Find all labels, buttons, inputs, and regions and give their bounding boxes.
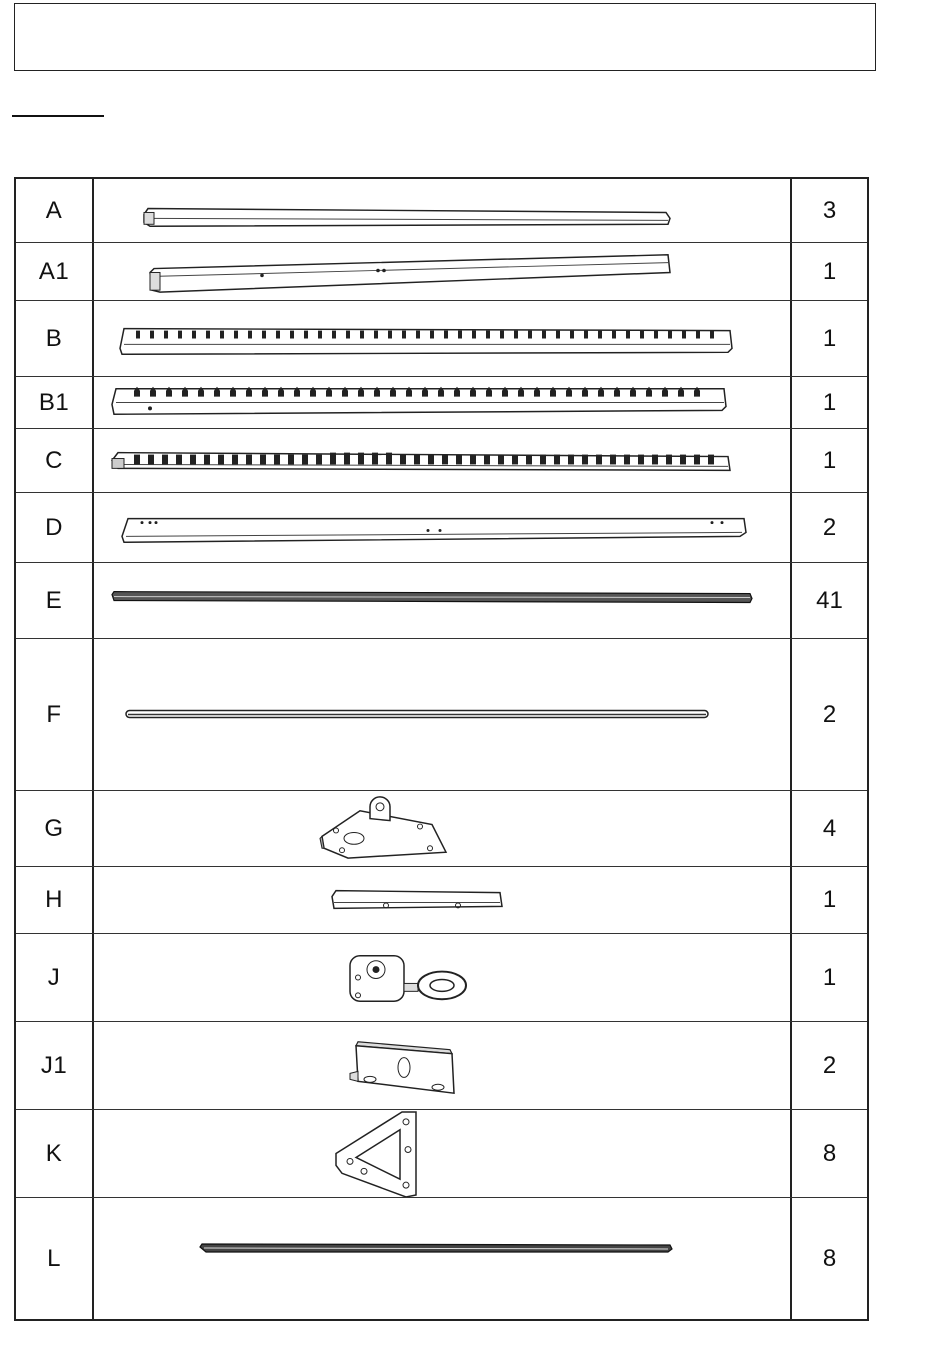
part-label: J1 bbox=[40, 1051, 68, 1079]
part-image bbox=[92, 493, 792, 562]
part-label: E bbox=[45, 586, 63, 614]
gear-crank-icon bbox=[94, 934, 790, 1021]
table-row bbox=[16, 179, 867, 243]
part-image bbox=[92, 1022, 792, 1109]
part-quantity: 2 bbox=[822, 700, 837, 728]
flat-beam-icon bbox=[94, 493, 790, 562]
table-row bbox=[16, 429, 867, 493]
table-row bbox=[16, 493, 867, 563]
table-row bbox=[16, 301, 867, 377]
slat-icon bbox=[94, 563, 790, 638]
table-row bbox=[16, 243, 867, 301]
part-label: B bbox=[45, 324, 63, 352]
slotted-rail-icon bbox=[94, 301, 790, 376]
part-quantity: 2 bbox=[822, 513, 837, 541]
part-label: A bbox=[45, 196, 63, 224]
part-quantity: 1 bbox=[822, 886, 837, 913]
slotted-rail-long-icon bbox=[94, 429, 790, 492]
part-quantity: 41 bbox=[816, 586, 843, 614]
table-row bbox=[16, 563, 867, 639]
part-label: G bbox=[44, 814, 64, 842]
bracket-icon bbox=[94, 1022, 790, 1109]
part-quantity: 1 bbox=[822, 257, 837, 285]
table-row bbox=[16, 1198, 867, 1319]
part-quantity: 4 bbox=[822, 814, 837, 842]
part-label: H bbox=[45, 886, 63, 913]
table-row bbox=[16, 934, 867, 1022]
thin-bar-icon bbox=[94, 1198, 790, 1319]
heading-underline bbox=[12, 115, 104, 117]
table-row bbox=[16, 867, 867, 934]
part-label: A1 bbox=[38, 257, 70, 285]
part-image bbox=[92, 791, 792, 866]
part-quantity: 2 bbox=[822, 1051, 837, 1079]
part-label: F bbox=[46, 700, 62, 728]
rail-beam-holes-icon bbox=[94, 243, 790, 300]
part-label: B1 bbox=[38, 388, 70, 416]
base-plate-icon bbox=[94, 791, 790, 866]
rail-beam-icon bbox=[94, 179, 790, 242]
part-label: C bbox=[45, 446, 63, 474]
table-row bbox=[16, 791, 867, 867]
part-image bbox=[92, 1198, 792, 1319]
part-label: K bbox=[45, 1139, 63, 1167]
table-row bbox=[16, 1022, 867, 1110]
part-image bbox=[92, 867, 792, 933]
part-quantity: 1 bbox=[822, 388, 837, 416]
part-quantity: 1 bbox=[822, 324, 837, 352]
part-image bbox=[92, 301, 792, 376]
table-row bbox=[16, 639, 867, 791]
part-image bbox=[92, 1110, 792, 1197]
part-quantity: 1 bbox=[822, 963, 837, 991]
part-label: J bbox=[47, 963, 61, 991]
table-row bbox=[16, 377, 867, 429]
slotted-rail-icon bbox=[94, 377, 790, 428]
part-image bbox=[92, 243, 792, 300]
title-box bbox=[14, 3, 876, 71]
part-image bbox=[92, 429, 792, 492]
part-quantity: 8 bbox=[822, 1139, 837, 1167]
part-quantity: 8 bbox=[822, 1244, 837, 1272]
part-image bbox=[92, 377, 792, 428]
part-image bbox=[92, 934, 792, 1021]
part-quantity: 1 bbox=[822, 446, 837, 474]
part-label: L bbox=[47, 1244, 61, 1272]
part-label: D bbox=[45, 513, 63, 541]
table-row bbox=[16, 1110, 867, 1198]
corner-brace-icon bbox=[94, 1110, 790, 1197]
part-quantity: 3 bbox=[822, 196, 837, 224]
part-image bbox=[92, 563, 792, 638]
part-image bbox=[92, 179, 792, 242]
part-image bbox=[92, 639, 792, 790]
rod-icon bbox=[94, 639, 790, 790]
short-bar-icon bbox=[94, 867, 790, 933]
parts-table bbox=[14, 177, 869, 1321]
